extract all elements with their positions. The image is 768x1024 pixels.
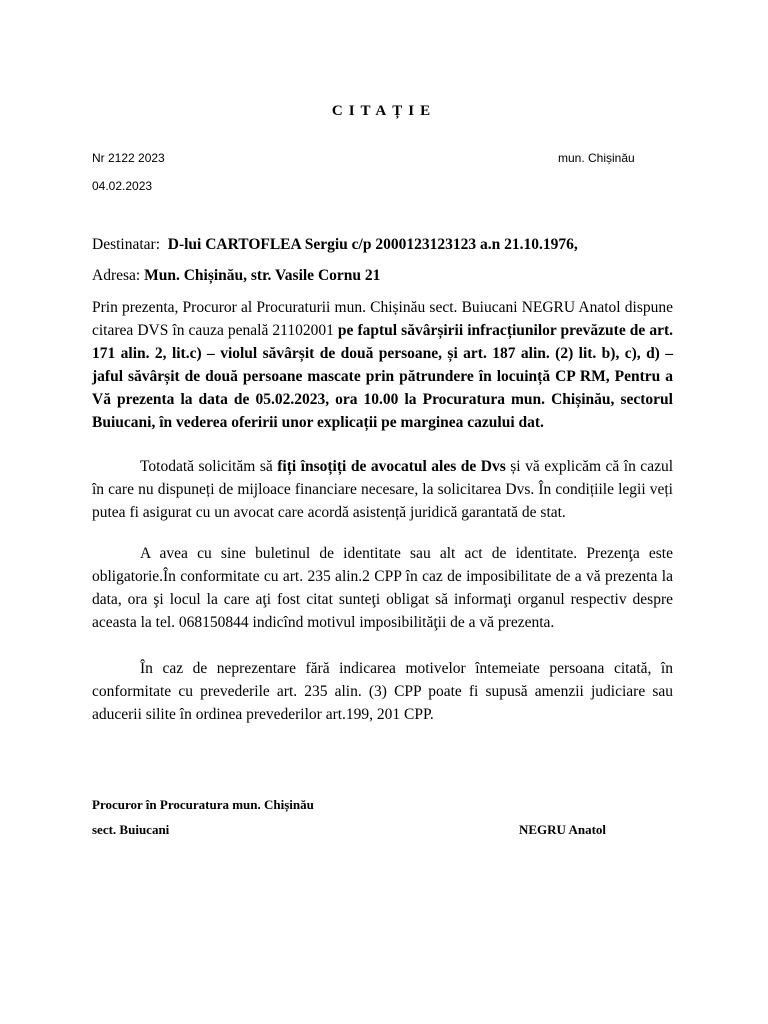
recipient-value: D-lui CARTOFLEA Sergiu c/p 2000123123123 a.n 21.10.1976, [167, 236, 578, 253]
paragraph-summons [92, 296, 673, 434]
paragraph-summons-intro: Prin prezenta, Procuror al Procuraturii mun. Chișinău sect. Buiucani NEGRU Anatol dispune citarea DVS în cauza penală 21102001 [92, 299, 673, 339]
document-city: mun. Chișinău [558, 151, 635, 165]
address-line [92, 264, 673, 287]
signature-sector: sect. Buiucani [92, 822, 170, 837]
paragraph-identity-text: A avea cu sine buletinul de identitate sau alt act de identitate. Prezenţa este obligatorie.În conformitate cu art. 235 alin.2 CPP în caz de imposibilitate de a vă prezenta la data, ora şi locul la care aţi fost citat sunteţi obligat să informaţi organul respectiv despre aceasta la tel. 068150844 indicînd motivul imposibilităţii de a vă prezenta. [92, 545, 673, 631]
paragraph-penalty [92, 657, 673, 726]
signature-role: Procuror în Procuratura mun. Chișinău [92, 797, 314, 812]
paragraph-penalty-text: În caz de neprezentare fără indicarea motivelor întemeiate persoana citată, în conformitate cu prevederile art. 235 alin. (3) CPP poate fi supusă amenzii judiciare sau aducerii silite în ordinea prevederilor art.199, 201 CPP. [92, 660, 673, 723]
recipient-label: Destinatar: [92, 236, 161, 253]
paragraph-lawyer-bold: fiți însoțiți de avocatul ales de Dvs [277, 458, 506, 475]
paragraph-lawyer-part2: și vă explicăm că în cazul în care nu dispuneți de mijloace financiare necesare, la solicitarea Dvs. În condițiile legii veți putea fi asigurat cu un avocat care acordă asistență juridică garantată de stat. [92, 458, 674, 521]
address-value: Mun. Chișinău, str. Vasile Cornu 21 [144, 267, 381, 284]
address-label: Adresa: [92, 267, 141, 284]
paragraph-identity [92, 542, 673, 634]
recipient-line [92, 233, 673, 256]
document-number: Nr 2122 2023 [92, 151, 165, 165]
document-title: CITAȚIE [331, 103, 437, 119]
signature-name: NEGRU Anatol [519, 822, 607, 837]
paragraph-summons-bold: pe faptul săvârșirii infracțiunilor prevăzute de art. 171 alin. 2, lit.c) – violul săvârșit de două persoane, și art. 187 alin. (2) lit. b), c), d) – jaful săvârșit de două persoane mascate prin pătrundere în locuință CP RM, Pentru a Vă prezenta la data de 05.02.2023, ora 10.00 la Procuratura mun. Chișinău, sectorul Buiucani, în vederea oferirii unor explicații pe marginea cazului dat. [92, 322, 673, 431]
document-date: 04.02.2023 [92, 179, 153, 193]
paragraph-lawyer [92, 455, 673, 524]
paragraph-lawyer-part1: Totodată solicităm să [140, 458, 273, 475]
